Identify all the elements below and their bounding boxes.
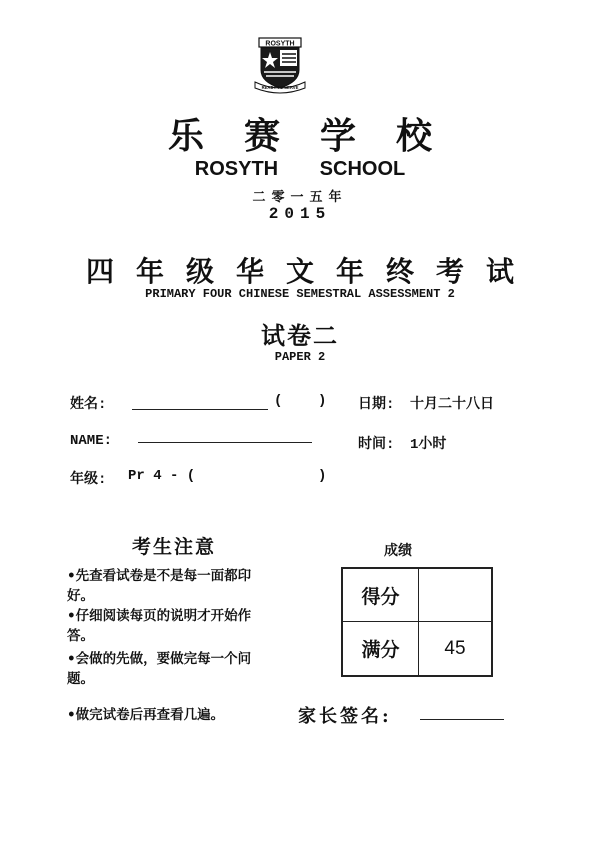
name-en-label: NAME: [70,433,113,449]
date-value: 十月二十八日 [410,397,494,413]
score-total-cell [419,622,491,675]
class-value: Pr 4 - ( [128,468,196,484]
note-item: •仔细阅读每页的说明才开始作答。 [67,608,252,644]
name-cn-label: 姓名: [70,397,107,413]
parent-signature-field[interactable] [420,719,504,720]
svg-text:ROSYTH: ROSYTH [265,40,295,48]
paper-title-en: PAPER 2 [274,350,326,364]
year-cn: 二零一五年 [252,190,348,205]
year: 2015 [268,205,332,223]
time-value: 1小时 [410,437,447,453]
school-crest [252,36,308,94]
notes-heading: 考生注意 [132,536,217,558]
index-paren-open: ( [274,393,283,409]
class-paren-close: ) [318,468,327,484]
note-item: •做完试卷后再查看几遍。 [67,707,225,723]
score-heading: 成绩 [384,543,412,559]
paper-title-cn: 试卷二 [261,321,339,350]
score-obtained-label-cell [343,569,419,622]
school-name-cn: 乐赛学校 [167,115,472,157]
exam-title-en: PRIMARY FOUR CHINESE SEMESTRAL ASSESSMENT 2 [145,287,455,301]
score-obtained-label: 得分 [361,585,400,608]
date-label: 日期: [358,397,395,413]
school-name-en: ROSYTH SCHOOL [194,158,406,180]
note-item: •会做的先做，要做完每一个问题。 [67,651,252,687]
name-en-field[interactable] [138,442,312,443]
index-paren-close: ) [318,393,327,409]
exam-title-cn: 四年级华文年终考试 [85,255,536,288]
time-label: 时间: [358,437,395,453]
score-table [341,567,493,677]
class-label: 年级: [70,472,107,488]
parent-signature-label: 家长签名: [298,706,392,727]
name-cn-field[interactable] [132,409,268,410]
svg-text:READY TO SERVE: READY TO SERVE [261,85,299,90]
score-total-value: 45 [444,637,466,659]
score-obtained-cell[interactable] [419,569,491,622]
score-total-label-cell [343,622,419,675]
score-total-label: 满分 [361,639,400,661]
note-item: •先查看试卷是不是每一面都印好。 [67,568,252,604]
